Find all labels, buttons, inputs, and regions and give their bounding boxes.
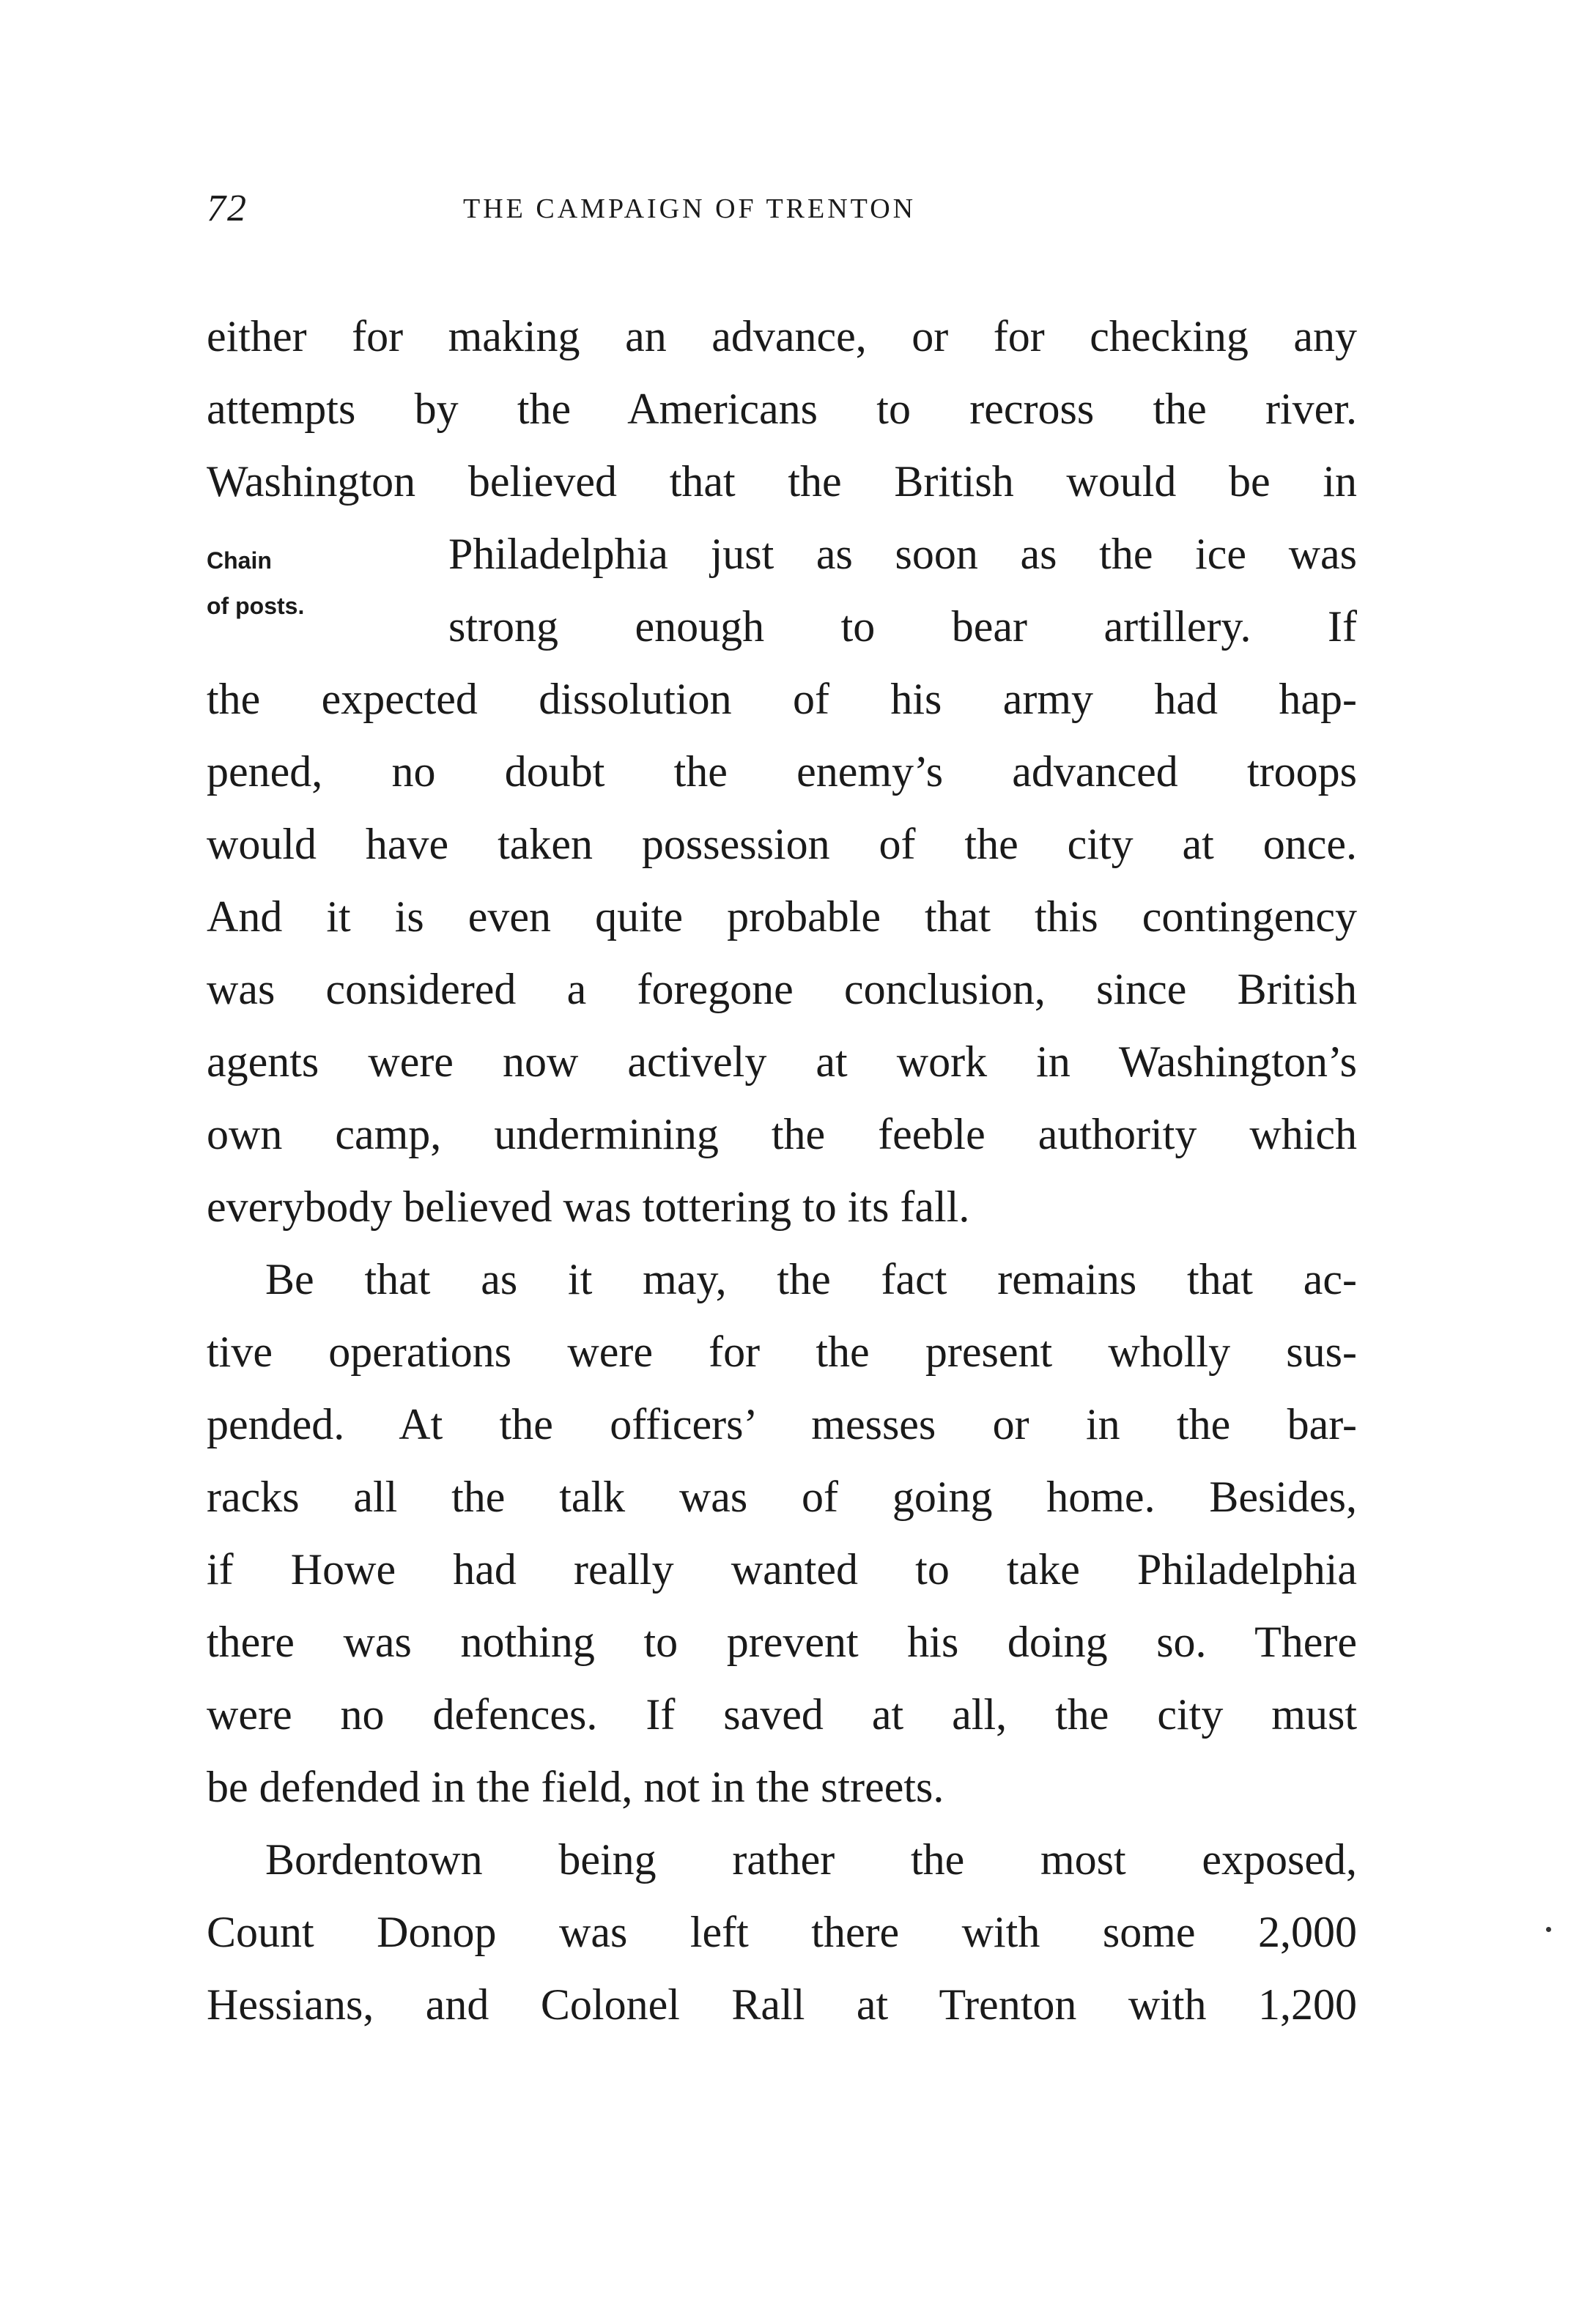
text-line: be defended in the field, not in the streets.: [207, 1763, 944, 1811]
text-line: the expected dissolution of his army had hap-: [207, 675, 1357, 723]
text-line: strong enough to bear artillery. If: [448, 602, 1357, 651]
text-line: tive operations were for the present wholly sus-: [207, 1328, 1357, 1376]
text-line: pended. At the officers’ messes or in the bar-: [207, 1400, 1357, 1448]
page-header: [207, 187, 1357, 238]
text-line: pened, no doubt the enemy’s advanced troops: [207, 747, 1357, 796]
text-line: there was nothing to prevent his doing so. There: [207, 1618, 1357, 1666]
text-line: would have taken possession of the city at once.: [207, 820, 1357, 868]
text-line: Philadelphia just as soon as the ice was: [448, 530, 1357, 578]
paragraph-2: [207, 1243, 1357, 1824]
paragraph-1: [207, 300, 1357, 1243]
text-line: was considered a foregone conclusion, since British: [207, 965, 1357, 1013]
text-line: Hessians, and Colonel Rall at Trenton with 1,200: [207, 1980, 1357, 2029]
text-line: own camp, undermining the feeble authority which: [207, 1110, 1357, 1158]
text-line: everybody believed was tottering to its fall.: [207, 1183, 970, 1231]
paragraph-3: [207, 1824, 1357, 2041]
text-line: racks all the talk was of going home. Besides,: [207, 1473, 1357, 1521]
page-number: 72: [207, 188, 248, 229]
text-line: if Howe had really wanted to take Philadelphia: [207, 1545, 1357, 1594]
text-line: Count Donop was left there with some 2,000: [207, 1908, 1357, 1956]
running-head: THE CAMPAIGN OF TRENTON: [463, 193, 917, 224]
text-line: agents were now actively at work in Washington’s: [207, 1037, 1357, 1086]
margin-note-line-2: of posts.: [207, 593, 305, 619]
margin-note-line-1: Chain: [207, 547, 272, 574]
text-line: Bordentown being rather the most exposed,: [265, 1835, 1357, 1884]
text-line: attempts by the Americans to recross the river.: [207, 385, 1357, 433]
text-line: were no defences. If saved at all, the city must: [207, 1690, 1357, 1739]
text-line: And it is even quite probable that this contingency: [207, 892, 1357, 941]
text-line: Washington believed that the British would be in: [207, 457, 1357, 506]
paper-speck: [1546, 1927, 1551, 1932]
text-line: either for making an advance, or for checking any: [207, 312, 1357, 360]
body-text: [207, 300, 1357, 2041]
text-line: Be that as it may, the fact remains that ac-: [265, 1255, 1357, 1303]
